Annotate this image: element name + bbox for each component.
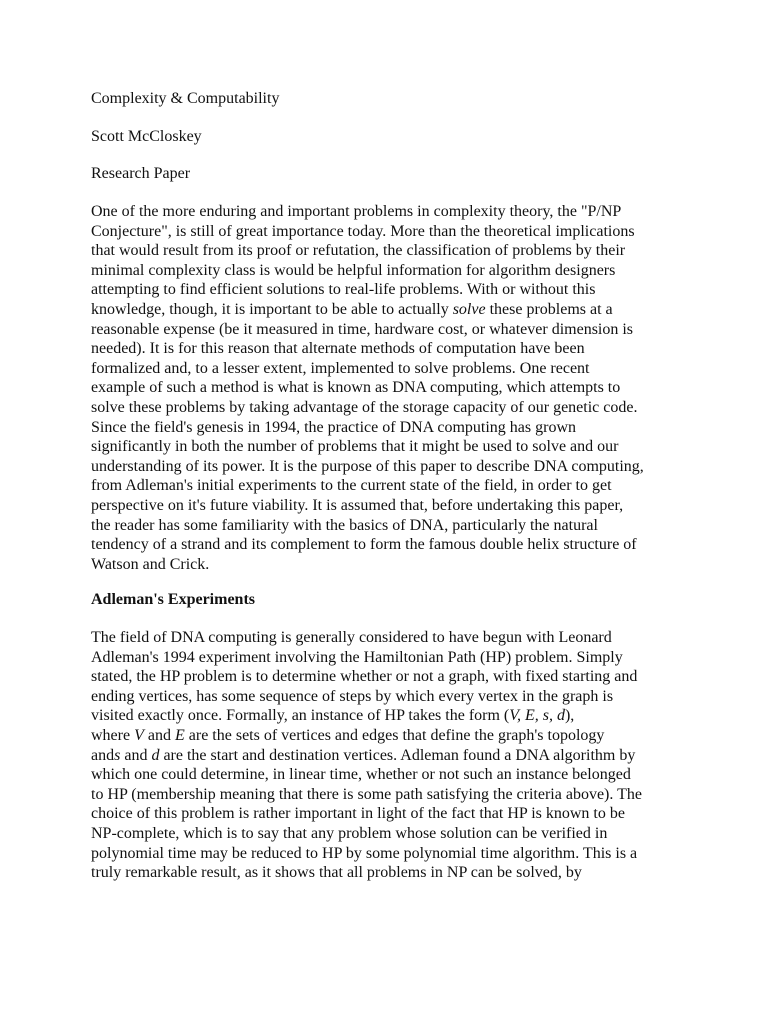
paragraph-line (91, 300, 691, 320)
italic-text: d (151, 746, 160, 764)
text-segment: and (91, 746, 115, 764)
paragraph-line (91, 222, 691, 242)
paragraph-line (91, 437, 691, 457)
paragraph-line (91, 746, 691, 766)
italic-text: V (134, 726, 144, 744)
text-segment: tendency of a strand and its complement to form the famous double helix structure of (91, 536, 637, 554)
text-segment: significantly in both the number of problems that it might be used to solve and our (91, 438, 619, 456)
paragraph-line (91, 765, 691, 785)
paragraph-line (91, 398, 691, 418)
text-segment: understanding of its power. It is the purpose of this paper to describe DNA computing, (91, 457, 644, 475)
text-segment: where (91, 726, 135, 744)
text-segment: and (120, 746, 152, 764)
text-segment: example of such a method is what is known as DNA computing, which attempts to (91, 379, 621, 397)
paragraph-line (91, 457, 691, 477)
paragraph-line (91, 863, 691, 883)
paragraph-line (91, 628, 691, 648)
paragraph-line (91, 706, 691, 726)
text-segment: that would result from its proof or refutation, the classification of problems by their (91, 242, 626, 260)
paragraph-line (91, 280, 691, 300)
paragraph-line (91, 824, 691, 844)
paragraph-line (91, 339, 691, 359)
text-segment: from Adleman's initial experiments to the current state of the field, in order to get (91, 477, 612, 495)
paragraph-line (91, 726, 691, 746)
text-segment: needed). It is for this reason that alternate methods of computation have been (91, 340, 585, 358)
text-segment: Watson and Crick. (91, 555, 210, 573)
text-segment: minimal complexity class is would be helpful information for algorithm designers (91, 261, 616, 279)
paragraph-line (91, 359, 691, 379)
italic-text: V, E, s, d (509, 707, 565, 725)
paragraph-line (91, 418, 691, 438)
intro-paragraph (91, 202, 691, 574)
text-segment: choice of this problem is rather important in light of the fact that HP is known to be (91, 805, 625, 823)
paragraph-line (91, 844, 691, 864)
paragraph-line (91, 496, 691, 516)
paragraph-line (91, 261, 691, 281)
paragraph-line (91, 320, 691, 340)
italic-text: s (114, 746, 121, 764)
paragraph-line (91, 785, 691, 805)
text-segment: One of the more enduring and important problems in complexity theory, the "P/NP (91, 203, 622, 220)
section-heading: Adleman's Experiments (91, 591, 255, 608)
text-segment: perspective on it's future viability. It is assumed that, before undertaking this paper, (91, 496, 624, 514)
paragraph-line (91, 516, 691, 536)
text-segment: ending vertices, has some sequence of steps by which every vertex in the graph is (91, 687, 614, 705)
text-segment: are the start and destination vertices. Adleman found a DNA algorithm by (159, 746, 636, 764)
text-segment: ), (564, 707, 575, 725)
text-segment: and (143, 726, 175, 744)
course-title: Complexity & Computability (91, 90, 280, 107)
paragraph-line (91, 202, 691, 222)
text-segment: which one could determine, in linear time, whether or not such an instance belonged (91, 766, 631, 784)
text-segment: reasonable expense (be it measured in time, hardware cost, or whatever dimension is (91, 320, 634, 338)
text-segment: Adleman's 1994 experiment involving the Hamiltonian Path (HP) problem. Simply (91, 648, 623, 666)
paragraph-line (91, 667, 691, 687)
paragraph-line (91, 535, 691, 555)
paragraph-line (91, 241, 691, 261)
paragraph-line (91, 476, 691, 496)
text-segment: truly remarkable result, as it shows that all problems in NP can be solved, by (91, 864, 582, 882)
text-segment: polynomial time may be reduced to HP by some polynomial time algorithm. This is a (91, 844, 638, 862)
text-segment: formalized and, to a lesser extent, implemented to solve problems. One recent (91, 359, 590, 377)
text-segment: attempting to find efficient solutions to real-life problems. With or without this (91, 281, 596, 299)
text-segment: solve these problems by taking advantage of the storage capacity of our genetic code. (91, 398, 638, 416)
paragraph-line (91, 555, 691, 575)
paragraph-line (91, 804, 691, 824)
paragraph-line (91, 648, 691, 668)
italic-text: solve (452, 300, 486, 318)
paragraph-line (91, 378, 691, 398)
adleman-paragraph (91, 628, 691, 883)
text-segment: these problems at a (485, 300, 613, 318)
paragraph-line (91, 687, 691, 707)
text-segment: are the sets of vertices and edges that define the graph's topology (184, 726, 605, 744)
italic-text: E (174, 726, 185, 744)
text-segment: Conjecture", is still of great importance today. More than the theoretical implications (91, 222, 635, 240)
author-name: Scott McCloskey (91, 128, 202, 145)
text-segment: The field of DNA computing is generally considered to have begun with Leonard (91, 629, 612, 646)
text-segment: visited exactly once. Formally, an instance of HP takes the form ( (91, 707, 510, 725)
text-segment: the reader has some familiarity with the basics of DNA, particularly the natural (91, 516, 598, 534)
text-segment: knowledge, though, it is important to be able to actually (91, 300, 453, 318)
text-segment: to HP (membership meaning that there is some path satisfying the criteria above). The (91, 785, 642, 803)
text-segment: Since the field's genesis in 1994, the practice of DNA computing has grown (91, 418, 576, 436)
text-segment: NP-complete, which is to say that any problem whose solution can be verified in (91, 824, 608, 842)
text-segment: stated, the HP problem is to determine whether or not a graph, with fixed starting and (91, 668, 638, 686)
document-type: Research Paper (91, 165, 191, 182)
